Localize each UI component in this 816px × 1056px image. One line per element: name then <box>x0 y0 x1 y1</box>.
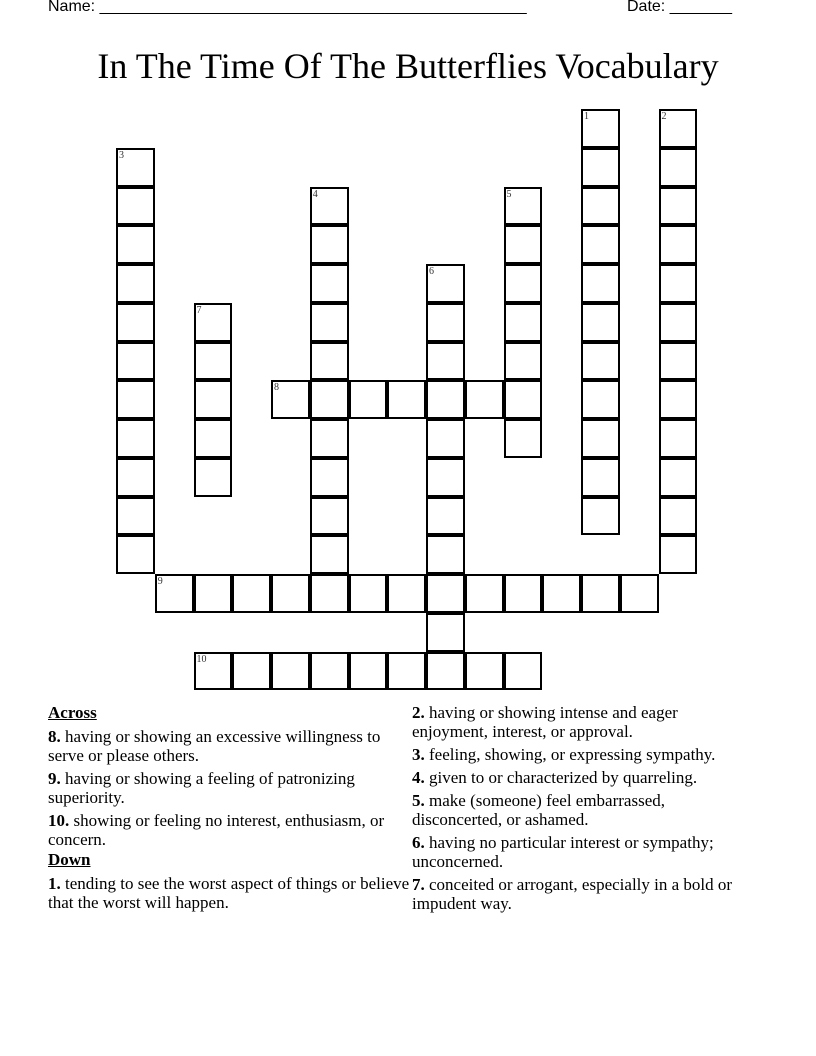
crossword-cell[interactable] <box>194 342 233 381</box>
cell-number: 9 <box>157 576 163 587</box>
crossword-cell[interactable] <box>659 148 698 187</box>
crossword-cell[interactable] <box>659 109 698 148</box>
cell-number: 6 <box>429 266 434 277</box>
crossword-cell[interactable] <box>504 225 543 264</box>
cell-number: 2 <box>661 111 667 122</box>
crossword-cell[interactable] <box>271 380 310 419</box>
clue-text: given to or characterized by quarreling. <box>424 768 698 787</box>
crossword-cell[interactable] <box>659 303 698 342</box>
clue-text: having no particular interest or sympathy; unconcerned. <box>412 833 714 871</box>
crossword-cell[interactable] <box>581 342 620 381</box>
crossword-cell[interactable] <box>659 458 698 497</box>
crossword-cell[interactable] <box>349 380 388 419</box>
crossword-cell[interactable] <box>116 497 155 536</box>
crossword-cell[interactable] <box>465 380 504 419</box>
crossword-cell[interactable] <box>581 380 620 419</box>
crossword-cell[interactable] <box>426 380 465 419</box>
crossword-cell[interactable] <box>271 574 310 613</box>
crossword-cell[interactable] <box>581 303 620 342</box>
clue-down-4 <box>412 768 752 787</box>
clue-text: having or showing intense and eager enjoyment, interest, or approval. <box>412 703 678 741</box>
crossword-cell[interactable] <box>581 109 620 148</box>
clue-number: 1. <box>48 874 61 893</box>
clue-down-5 <box>412 791 752 829</box>
crossword-cell[interactable] <box>310 574 349 613</box>
crossword-cell[interactable] <box>504 380 543 419</box>
name-field[interactable]: Name: ________________________________________________ <box>48 0 527 15</box>
crossword-cell[interactable] <box>581 225 620 264</box>
crossword-cell[interactable] <box>504 419 543 458</box>
crossword-cell[interactable] <box>581 187 620 226</box>
clue-number: 6. <box>412 833 425 852</box>
crossword-cell[interactable] <box>194 458 233 497</box>
clue-text: showing or feeling no interest, enthusiasm, or concern. <box>48 811 385 849</box>
clue-down-1 <box>48 874 418 912</box>
crossword-cell[interactable] <box>581 458 620 497</box>
crossword-cell[interactable] <box>232 574 271 613</box>
clue-text: feeling, showing, or expressing sympathy. <box>424 745 716 764</box>
crossword-cell[interactable] <box>116 187 155 226</box>
crossword-cell[interactable] <box>504 652 543 691</box>
crossword-cell[interactable] <box>659 187 698 226</box>
crossword-cell[interactable] <box>426 419 465 458</box>
clue-number: 2. <box>412 703 425 722</box>
crossword-cell[interactable] <box>310 264 349 303</box>
cell-number: 5 <box>506 188 512 200</box>
clue-text: having or showing a feeling of patronizing superiority. <box>48 769 355 807</box>
crossword-cell[interactable] <box>116 458 155 497</box>
crossword-cell[interactable] <box>116 225 155 264</box>
crossword-cell[interactable] <box>310 380 349 419</box>
crossword-cell[interactable] <box>310 187 349 226</box>
crossword-cell[interactable] <box>310 652 349 691</box>
clue-number: 8. <box>48 727 61 746</box>
crossword-cell[interactable] <box>426 613 465 652</box>
crossword-cell[interactable] <box>194 652 233 691</box>
crossword-cell[interactable] <box>620 574 659 613</box>
crossword-cell[interactable] <box>310 419 349 458</box>
crossword-cell[interactable] <box>581 148 620 187</box>
crossword-cell[interactable] <box>310 497 349 536</box>
crossword-cell[interactable] <box>581 419 620 458</box>
crossword-cell[interactable] <box>659 535 698 574</box>
crossword-cell[interactable] <box>116 380 155 419</box>
crossword-cell[interactable] <box>659 342 698 381</box>
crossword-cell[interactable] <box>542 574 581 613</box>
clue-down-7 <box>412 875 752 913</box>
crossword-cell[interactable] <box>116 342 155 381</box>
clue-number: 4. <box>412 768 425 787</box>
crossword-cell[interactable] <box>349 652 388 691</box>
crossword-cell[interactable] <box>194 419 233 458</box>
clue-number: 5. <box>412 791 425 810</box>
crossword-cell[interactable] <box>387 380 426 419</box>
crossword-cell[interactable] <box>504 303 543 342</box>
clue-across-10 <box>48 811 408 849</box>
crossword-cell[interactable] <box>349 574 388 613</box>
crossword-cell[interactable] <box>504 264 543 303</box>
crossword-cell[interactable] <box>310 342 349 381</box>
crossword-cell[interactable] <box>426 652 465 691</box>
cell-number: 1 <box>584 111 589 122</box>
crossword-cell[interactable] <box>116 419 155 458</box>
clue-text: conceited or arrogant, especially in a bold or impudent way. <box>412 875 733 913</box>
clues-left-column <box>48 703 408 912</box>
crossword-cell[interactable] <box>426 303 465 342</box>
clue-text: tending to see the worst aspect of things or believe that the worst will happen. <box>48 874 410 912</box>
crossword-cell[interactable] <box>387 652 426 691</box>
crossword-cell[interactable] <box>465 574 504 613</box>
crossword-cell[interactable] <box>310 458 349 497</box>
clue-text: having or showing an excessive willingness to serve or please others. <box>48 727 381 765</box>
clue-number: 7. <box>412 875 425 894</box>
clues-right-column <box>412 703 752 913</box>
clue-number: 10. <box>48 811 70 830</box>
crossword-cell[interactable] <box>310 303 349 342</box>
crossword-cell[interactable] <box>426 497 465 536</box>
clue-across-8 <box>48 727 408 765</box>
crossword-cell[interactable] <box>426 342 465 381</box>
page-title: In The Time Of The Butterflies Vocabulary <box>97 46 719 86</box>
clue-down-2 <box>412 703 752 741</box>
clue-number: 3. <box>412 745 425 764</box>
crossword-cell[interactable] <box>426 535 465 574</box>
cell-number: 8 <box>274 382 279 394</box>
crossword-cell[interactable] <box>504 342 543 381</box>
crossword-cell[interactable] <box>232 652 271 691</box>
crossword-cell[interactable] <box>504 574 543 613</box>
crossword-cell[interactable] <box>116 264 155 303</box>
crossword-cell[interactable] <box>659 419 698 458</box>
clue-across-9 <box>48 769 408 807</box>
cell-number: 10 <box>196 653 207 665</box>
crossword-cell[interactable] <box>659 225 698 264</box>
crossword-cell[interactable] <box>659 380 698 419</box>
crossword-cell[interactable] <box>465 652 504 691</box>
crossword-cell[interactable] <box>155 574 194 613</box>
crossword-cell[interactable] <box>194 303 233 342</box>
clue-number: 9. <box>48 769 61 788</box>
crossword-cell[interactable] <box>310 225 349 264</box>
crossword-cell[interactable] <box>581 497 620 536</box>
crossword-cell[interactable] <box>310 535 349 574</box>
crossword-cell[interactable] <box>194 380 233 419</box>
crossword-cell[interactable] <box>581 574 620 613</box>
crossword-cell[interactable] <box>659 497 698 536</box>
cell-number: 7 <box>196 304 202 316</box>
clue-down-6 <box>412 833 752 871</box>
crossword-cell[interactable] <box>659 264 698 303</box>
down-heading: Down <box>48 850 91 869</box>
date-field[interactable]: Date: _______ <box>627 0 732 15</box>
crossword-cell[interactable] <box>426 458 465 497</box>
cell-number: 4 <box>312 188 318 200</box>
crossword-cell[interactable] <box>426 574 465 613</box>
cell-number: 3 <box>119 149 124 161</box>
crossword-cell[interactable] <box>426 264 465 303</box>
crossword-cell[interactable] <box>581 264 620 303</box>
crossword-cell[interactable] <box>504 187 543 226</box>
crossword-cell[interactable] <box>116 535 155 574</box>
clue-text: make (someone) feel embarrassed, disconcerted, or ashamed. <box>412 791 665 829</box>
crossword-cell[interactable] <box>271 652 310 691</box>
clue-down-3 <box>412 745 752 764</box>
crossword-cell[interactable] <box>387 574 426 613</box>
crossword-cell[interactable] <box>116 148 155 187</box>
crossword-cell[interactable] <box>116 303 155 342</box>
crossword-cell[interactable] <box>194 574 233 613</box>
across-heading: Across <box>48 703 97 722</box>
